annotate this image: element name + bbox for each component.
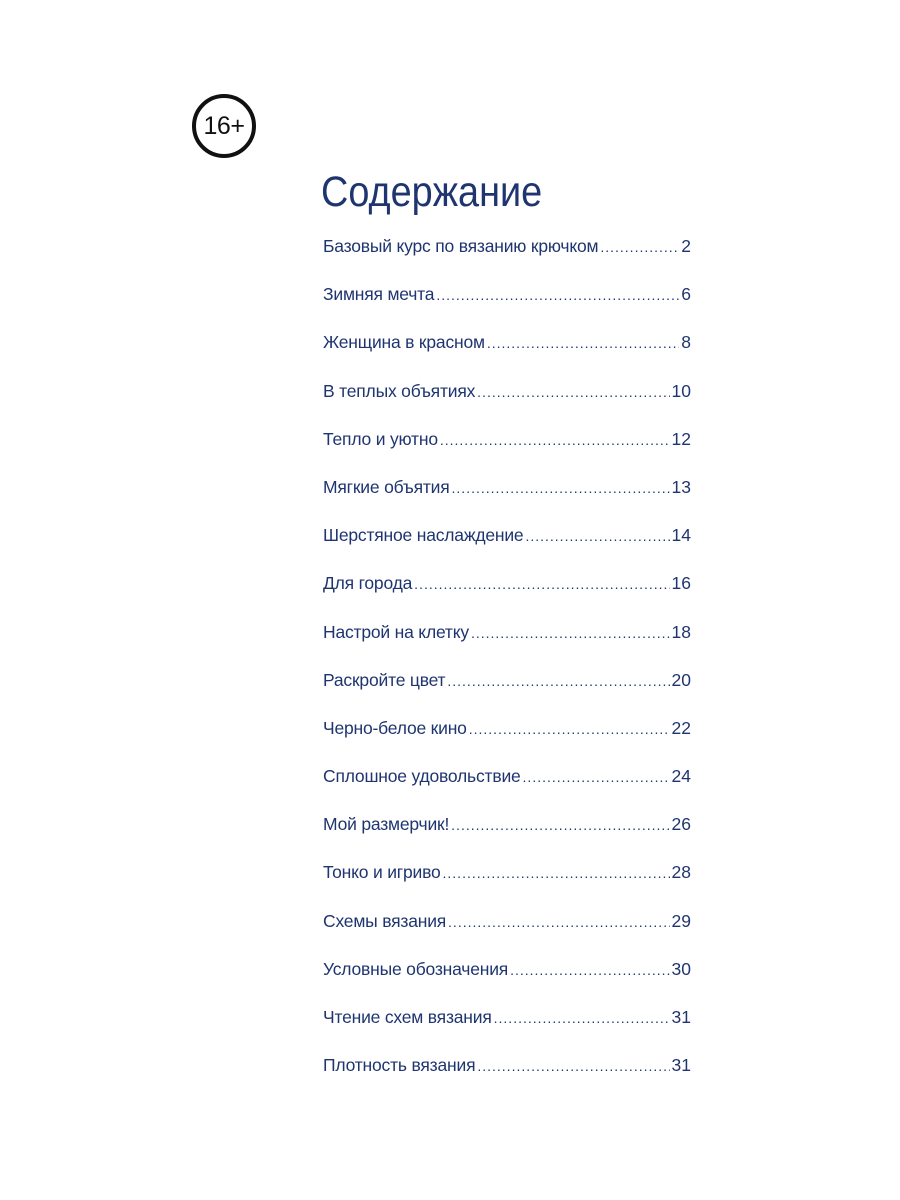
toc-entry-title: Для города [323, 573, 413, 594]
toc-entry-page: 28 [671, 862, 691, 883]
toc-entry-title: Чтение схем вязания [323, 1007, 492, 1027]
toc-entry[interactable] [323, 999, 691, 1047]
toc-entry-title: Раскройте цвет [323, 669, 446, 690]
toc-entry-page: 6 [681, 284, 691, 305]
toc-dot-leader [469, 711, 670, 747]
toc-entry-page: 8 [681, 332, 691, 353]
toc-entry-title: Настрой на клетку [323, 621, 469, 642]
toc-entry[interactable] [323, 806, 691, 854]
toc-entry[interactable] [323, 614, 691, 662]
toc-dot-leader [477, 374, 669, 410]
toc-entry-page: 29 [671, 910, 691, 931]
toc-dot-leader [443, 855, 670, 891]
toc-dot-leader [494, 1000, 670, 1036]
toc-entry-page: 26 [671, 814, 691, 835]
toc-entry-title: Схемы вязания [323, 910, 447, 931]
toc-entry-page: 12 [671, 428, 691, 449]
toc-entry-page: 16 [671, 573, 691, 594]
toc-entry[interactable] [323, 1047, 691, 1095]
toc-entry[interactable] [323, 421, 691, 469]
toc-entry[interactable] [323, 373, 691, 421]
toc-entry-page: 13 [671, 476, 691, 497]
toc-entry[interactable] [323, 228, 691, 276]
toc-entry-title: В теплых объятиях [323, 380, 476, 401]
toc-entry-page: 20 [671, 669, 691, 690]
toc-entry-page: 14 [671, 525, 691, 546]
toc-dot-leader [471, 615, 670, 651]
toc-dot-leader [487, 325, 679, 361]
toc-entry-page: 22 [671, 717, 691, 738]
toc-entry-title: Женщина в красном [323, 332, 485, 353]
toc-dot-leader [600, 229, 679, 265]
toc-entry-title: Плотность вязания [323, 1055, 476, 1076]
toc-entry-title: Тепло и уютно [323, 428, 438, 449]
toc-dot-leader [510, 952, 669, 988]
toc-entry[interactable] [323, 565, 691, 613]
toc-entry-page: 24 [671, 766, 691, 787]
toc-entry[interactable] [323, 951, 691, 999]
toc-entry-page: 18 [671, 621, 691, 642]
toc-entry-title: Базовый курс по вязанию крючком [323, 236, 599, 256]
age-rating-badge [192, 94, 256, 158]
toc-dot-leader [525, 518, 669, 554]
toc-dot-leader [414, 566, 669, 602]
toc-entry-page: 31 [671, 1007, 691, 1027]
toc-entry[interactable] [323, 324, 691, 372]
toc-entry-title: Условные обозначения [323, 958, 509, 979]
page-title: Содержание [321, 168, 543, 216]
toc-entry[interactable] [323, 276, 691, 324]
toc-dot-leader [477, 1048, 669, 1084]
toc-entry-title: Черно-белое кино [323, 717, 467, 738]
toc-dot-leader [448, 904, 669, 940]
toc-entry-page: 10 [671, 380, 691, 401]
toc-entry[interactable] [323, 854, 691, 902]
toc-entry[interactable] [323, 710, 691, 758]
toc-dot-leader [436, 277, 679, 313]
toc-dot-leader [440, 422, 670, 458]
toc-entry[interactable] [323, 662, 691, 710]
toc-entry[interactable] [323, 469, 691, 517]
toc-entry-page: 31 [671, 1055, 691, 1076]
toc-entry-title: Шерстяное наслаждение [323, 525, 524, 546]
toc-dot-leader [451, 807, 669, 843]
toc-dot-leader [447, 663, 669, 699]
toc-entry-title: Зимняя мечта [323, 284, 435, 305]
table-of-contents [323, 228, 691, 1095]
toc-entry-title: Тонко и игриво [323, 862, 441, 883]
toc-entry-page: 2 [681, 236, 691, 256]
toc-entry-title: Мой размерчик! [323, 814, 450, 835]
toc-entry[interactable] [323, 903, 691, 951]
toc-entry-title: Мягкие объятия [323, 476, 450, 497]
toc-entry[interactable] [323, 758, 691, 806]
toc-dot-leader [523, 759, 670, 795]
toc-entry[interactable] [323, 517, 691, 565]
toc-entry-page: 30 [671, 958, 691, 979]
age-rating-text: 16+ [203, 111, 245, 140]
toc-entry-title: Сплошное удовольствие [323, 766, 521, 787]
toc-dot-leader [452, 470, 670, 506]
